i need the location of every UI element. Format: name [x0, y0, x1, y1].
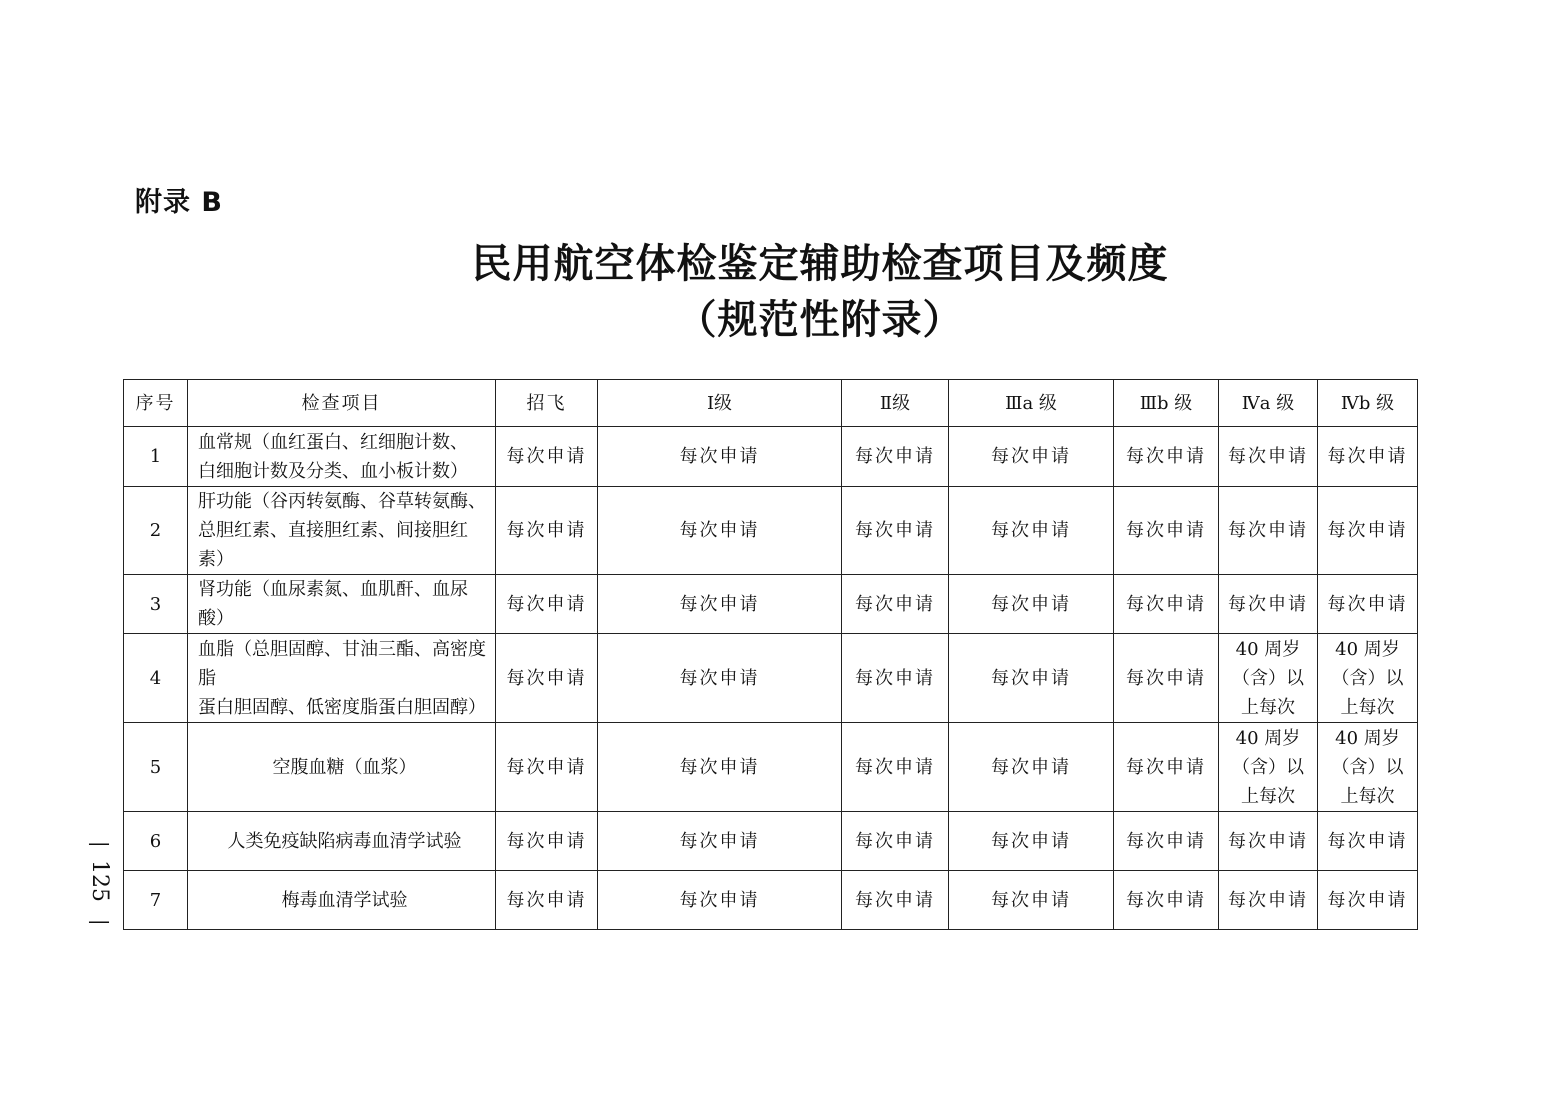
item-cell [188, 575, 496, 634]
age-line: 上每次 [1340, 696, 1395, 718]
freq-cell: 每次申请 [598, 634, 842, 723]
header-class-1: Ⅰ级 [598, 380, 842, 427]
freq-cell: 每次申请 [842, 575, 949, 634]
item-line: 总胆红素、直接胆红素、间接胆红素） [198, 520, 468, 570]
age-freq-cell [1318, 723, 1418, 812]
freq-cell: 每次申请 [1318, 575, 1418, 634]
item-line: 梅毒血清学试验 [281, 889, 408, 911]
freq-cell: 每次申请 [1114, 427, 1219, 487]
freq-cell: 每次申请 [842, 427, 949, 487]
freq-cell: 每次申请 [842, 634, 949, 723]
header-class-4b: Ⅳb 级 [1318, 380, 1418, 427]
table-row [124, 427, 1418, 487]
item-line: 肝功能（谷丙转氨酶、谷草转氨酶、 [198, 491, 486, 512]
freq-cell: 每次申请 [598, 575, 842, 634]
age-line: 上每次 [1241, 785, 1295, 807]
row-number: 6 [124, 812, 188, 871]
table-row [124, 723, 1418, 812]
freq-cell: 每次申请 [496, 487, 598, 575]
row-number: 3 [124, 575, 188, 634]
freq-cell: 每次申请 [496, 634, 598, 723]
header-item: 检查项目 [188, 380, 496, 427]
page-dash-top: — [88, 831, 110, 856]
item-line: 人类免疫缺陷病毒血清学试验 [227, 830, 462, 852]
freq-cell: 每次申请 [1114, 634, 1219, 723]
row-number: 5 [124, 723, 188, 812]
freq-cell: 每次申请 [949, 487, 1114, 575]
row-number: 1 [124, 427, 188, 487]
freq-cell: 每次申请 [1114, 871, 1219, 930]
freq-cell: 每次申请 [496, 723, 598, 812]
item-cell [188, 723, 496, 812]
freq-cell: 每次申请 [598, 812, 842, 871]
table-row [124, 575, 1418, 634]
freq-cell: 每次申请 [949, 871, 1114, 930]
freq-cell: 每次申请 [598, 487, 842, 575]
item-cell [188, 871, 496, 930]
page-number [84, 830, 114, 932]
item-cell [188, 487, 496, 575]
freq-cell: 每次申请 [842, 812, 949, 871]
freq-cell: 每次申请 [598, 427, 842, 487]
age-line: （含）以 [1232, 756, 1304, 778]
document-subtitle: （规范性附录） [676, 297, 964, 343]
document-title: 民用航空体检鉴定辅助检查项目及频度 [471, 241, 1169, 287]
freq-cell: 每次申请 [949, 723, 1114, 812]
freq-cell: 每次申请 [496, 427, 598, 487]
item-cell [188, 427, 496, 487]
age-line: 40 周岁 [1235, 638, 1301, 660]
item-line: 血脂（总胆固醇、甘油三酯、高密度脂 [198, 638, 486, 689]
freq-cell: 每次申请 [496, 871, 598, 930]
freq-cell: 每次申请 [842, 487, 949, 575]
page-dash-bottom: — [88, 909, 110, 934]
freq-cell: 每次申请 [496, 812, 598, 871]
table-header-row [124, 380, 1418, 427]
age-line: 上每次 [1340, 785, 1395, 807]
table-row [124, 487, 1418, 575]
freq-cell: 每次申请 [1219, 812, 1318, 871]
header-class-3a: Ⅲa 级 [949, 380, 1114, 427]
age-freq-cell [1219, 723, 1318, 812]
item-line: 肾功能（血尿素氮、血肌酐、血尿酸） [198, 579, 468, 629]
freq-cell: 每次申请 [1114, 812, 1219, 871]
freq-cell: 每次申请 [842, 871, 949, 930]
row-number: 2 [124, 487, 188, 575]
freq-cell: 每次申请 [1114, 723, 1219, 812]
item-cell [188, 634, 496, 723]
header-class-2: Ⅱ级 [842, 380, 949, 427]
freq-cell: 每次申请 [1318, 812, 1418, 871]
freq-cell: 每次申请 [1219, 487, 1318, 575]
age-freq-cell [1219, 634, 1318, 723]
table-row [124, 871, 1418, 930]
freq-cell: 每次申请 [496, 575, 598, 634]
freq-cell: 每次申请 [1318, 487, 1418, 575]
row-number: 4 [124, 634, 188, 723]
freq-cell: 每次申请 [1219, 871, 1318, 930]
table-row [124, 812, 1418, 871]
item-line: 蛋白胆固醇、低密度脂蛋白胆固醇） [198, 696, 486, 718]
header-class-3b: Ⅲb 级 [1114, 380, 1219, 427]
freq-cell: 每次申请 [1219, 427, 1318, 487]
freq-cell: 每次申请 [1219, 575, 1318, 634]
freq-cell: 每次申请 [949, 427, 1114, 487]
freq-cell: 每次申请 [1114, 575, 1219, 634]
freq-cell: 每次申请 [1114, 487, 1219, 575]
header-class-4a: Ⅳa 级 [1219, 380, 1318, 427]
inspection-table [123, 379, 1418, 930]
item-line: 白细胞计数及分类、血小板计数） [198, 460, 468, 482]
page-number-text: 125 [87, 860, 112, 902]
freq-cell: 每次申请 [949, 575, 1114, 634]
age-line: （含）以 [1331, 667, 1404, 689]
header-no: 序号 [124, 380, 188, 427]
age-line: 40 周岁 [1235, 727, 1301, 749]
freq-cell: 每次申请 [1318, 871, 1418, 930]
item-line: 空腹血糖（血浆） [272, 756, 417, 778]
freq-cell: 每次申请 [949, 812, 1114, 871]
age-line: 上每次 [1241, 696, 1295, 718]
freq-cell: 每次申请 [842, 723, 949, 812]
age-line: 40 周岁 [1335, 727, 1400, 749]
appendix-label: 附录 B [135, 187, 223, 218]
freq-cell: 每次申请 [949, 634, 1114, 723]
age-line: （含）以 [1232, 667, 1304, 689]
age-freq-cell [1318, 634, 1418, 723]
age-line: （含）以 [1331, 756, 1404, 778]
age-line: 40 周岁 [1335, 638, 1400, 660]
row-number: 7 [124, 871, 188, 930]
freq-cell: 每次申请 [1318, 427, 1418, 487]
freq-cell: 每次申请 [598, 723, 842, 812]
header-recruit: 招飞 [496, 380, 598, 427]
freq-cell: 每次申请 [598, 871, 842, 930]
item-line: 血常规（血红蛋白、红细胞计数、 [198, 431, 468, 453]
item-cell [188, 812, 496, 871]
table-row [124, 634, 1418, 723]
